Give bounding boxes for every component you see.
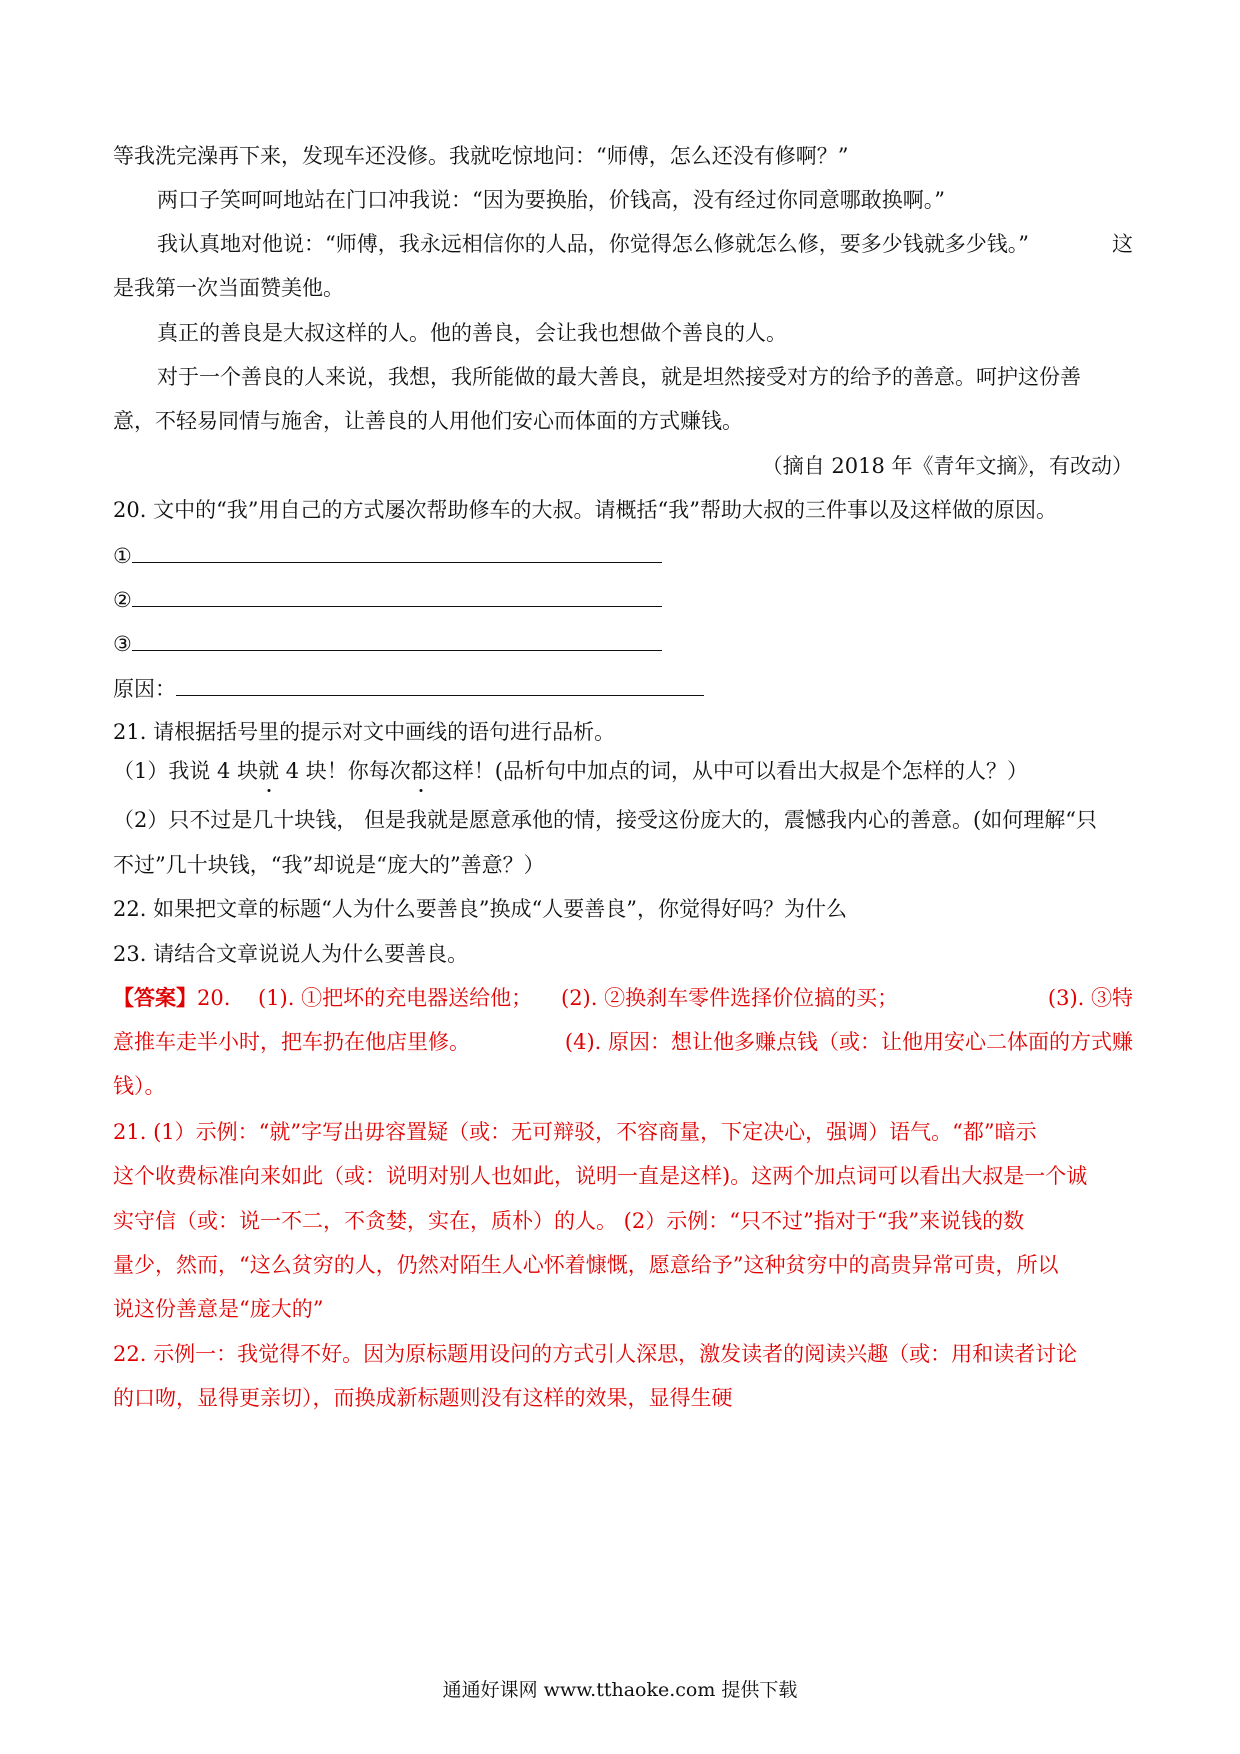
answer-text: (3). ③特 (1047, 986, 1133, 1010)
blank-line[interactable] (132, 584, 662, 607)
answer-text: 20. (197, 986, 231, 1010)
answer-20-line-3: 钱）。 (113, 1074, 166, 1098)
answer-label: 【答案】 (113, 985, 197, 1010)
answer-blank-2 (113, 584, 1133, 615)
passage-source: （摘自 2018 年《青年文摘》，有改动） (761, 454, 1133, 478)
passage-paragraph: 真正的善良是大叔这样的人。他的善良，会让我也想做个善良的人。 (157, 321, 787, 345)
passage-paragraph (157, 229, 1133, 259)
answer-text: (1). ①把坏的充电器送给他； (258, 986, 533, 1010)
passage-paragraph: 是我第一次当面赞美他。 (113, 276, 344, 300)
answer-21-line-3: 实守信（或：说一不二，不贪婪，实在，质朴）的人。 (2）示例：“只不过”指对于“我”来说钱的数 (113, 1209, 1025, 1233)
question-23: 23. 请结合文章说说人为什么要善良。 (113, 942, 469, 966)
passage-paragraph: 等我洗完澡再下来，发现车还没修。我就吃惊地问：“师傅，怎么还没有修啊？” (113, 144, 849, 168)
answer-20-line-1 (113, 983, 1133, 1013)
blank-line[interactable] (132, 628, 662, 651)
answer-blank-reason (113, 673, 1133, 704)
blank-line[interactable] (176, 673, 704, 696)
answer-20-line-2 (113, 1027, 1133, 1057)
page-footer: 通通好课网 www.tthaoke.com 提供下载 (442, 1679, 798, 1701)
passage-paragraph: 两口子笑呵呵地站在门口冲我说：“因为要换胎，价钱高，没有经过你同意哪敢换啊。” (157, 188, 945, 212)
answer-22-line-1: 22. 示例一：我觉得不好。因为原标题用设问的方式引人深思，激发读者的阅读兴趣（或：用和读者讨论 (113, 1342, 1078, 1366)
answer-21-line-1: 21. (1）示例：“就”字写出毋容置疑（或：无可辩驳，不容商量，下定决心，强调）语气。“都”暗示 (113, 1120, 1037, 1144)
question-22: 22. 如果把文章的标题“人为什么要善良”换成“人要善良”，你觉得好吗？为什么 (113, 897, 848, 921)
blank-label: ① (113, 544, 132, 568)
passage-paragraph: 对于一个善良的人来说，我想，我所能做的最大善良，就是坦然接受对方的给予的善意。呵护这份善 (157, 365, 1081, 389)
question-text: 4 块！你每次 (279, 759, 411, 783)
question-21-part-2-cont: 不过”几十块钱，“我”却说是“庞大的”善意？） (113, 853, 545, 877)
answer-text: (4). 原因：想让他多赚点钱（或：让他用安心二体面的方式赚 (564, 1030, 1133, 1054)
answer-text: 意推车走半小时，把车扔在他店里修。 (113, 1030, 470, 1054)
blank-label: ② (113, 588, 132, 612)
passage-text: 我认真地对他说：“师傅，我永远相信你的人品，你觉得怎么修就怎么修，要多少钱就多少钱。” (157, 232, 1029, 256)
answer-blank-1 (113, 540, 1133, 571)
question-21-part-2: （2）只不过是几十块钱， 但是我就是愿意承他的情，接受这份庞大的，震憾我内心的善意。(如何理解“只 (113, 808, 1097, 832)
answer-21-line-5: 说这份善意是“庞大的” (113, 1297, 324, 1321)
answer-blank-3 (113, 628, 1133, 659)
question-20: 20. 文中的“我”用自己的方式屡次帮助修车的大叔。请概括“我”帮助大叔的三件事以及这样做的原因。 (113, 498, 1058, 522)
question-21: 21. 请根据括号里的提示对文中画线的语句进行品析。 (113, 720, 616, 744)
blank-line[interactable] (132, 540, 662, 563)
dotted-word: 就 (258, 756, 279, 786)
dotted-word: 都 (411, 756, 432, 786)
answer-text: (2). ②换刹车零件选择价位搞的买； (561, 986, 899, 1010)
passage-paragraph: 意，不轻易同情与施舍，让善良的人用他们安心而体面的方式赚钱。 (113, 409, 743, 433)
answer-22-line-2: 的口吻，显得更亲切），而换成新标题则没有这样的效果，显得生硬 (113, 1386, 733, 1410)
blank-label: 原因： (113, 677, 176, 701)
answer-21-line-2: 这个收费标准向来如此（或：说明对别人也如此，说明一直是这样)。这两个加点词可以看出大叔是一个诚 (113, 1164, 1088, 1188)
blank-label: ③ (113, 632, 132, 656)
question-21-part-1 (113, 756, 1133, 786)
question-text: 这样！(品析句中加点的词，从中可以看出大叔是个怎样的人？） (431, 759, 1028, 783)
passage-text: 这 (1112, 232, 1133, 256)
answer-21-line-4: 量少，然而，“这么贫穷的人，仍然对陌生人心怀着慷慨，愿意给予”这种贫穷中的高贵异常可贵，所以 (113, 1253, 1059, 1277)
question-text: （1）我说 4 块 (113, 759, 259, 783)
